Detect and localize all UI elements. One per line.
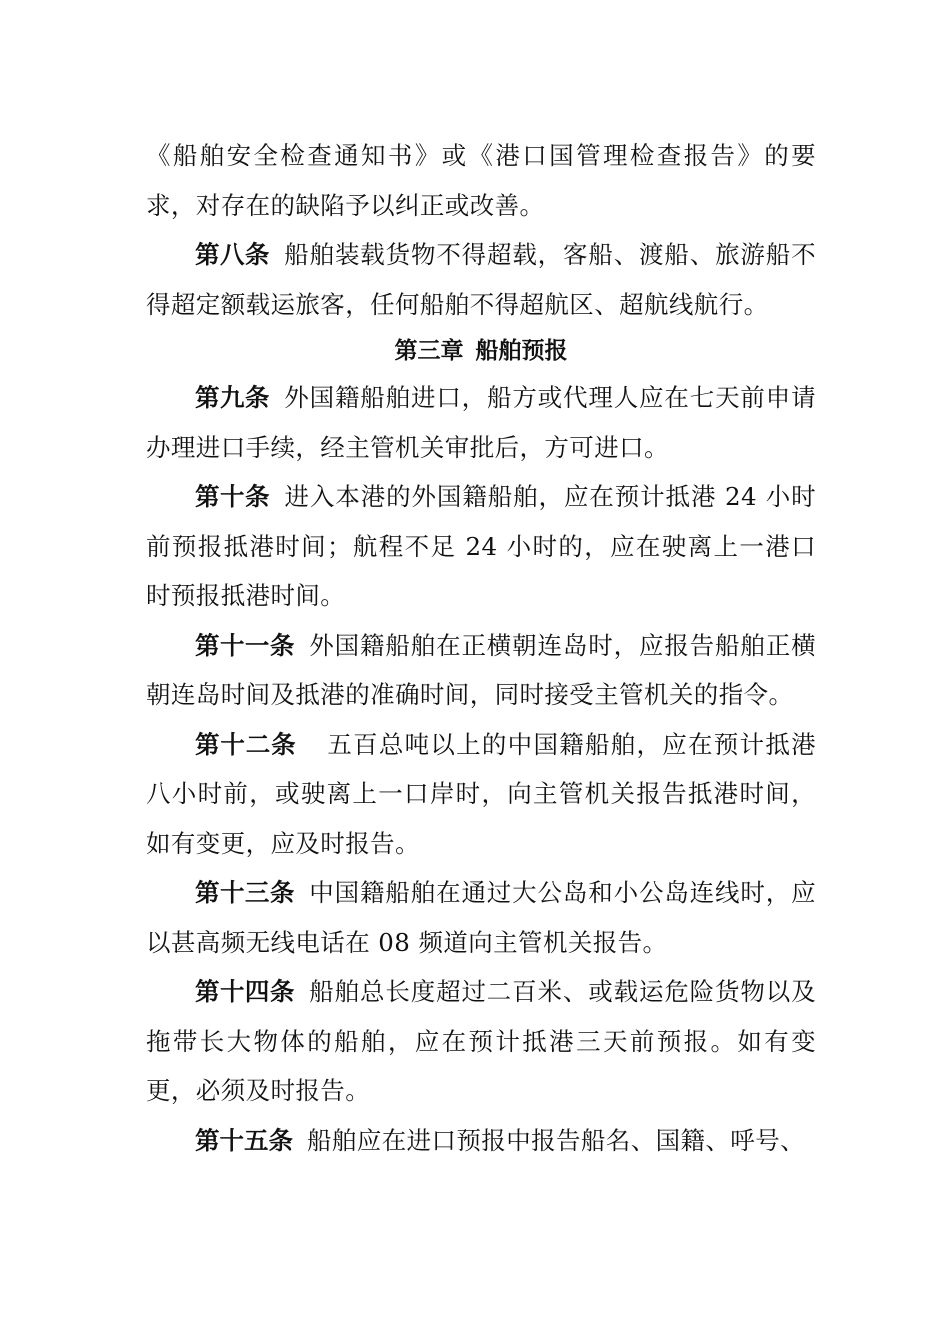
article-text: 船舶总长度超过二百米、或载运危险货物以及拖带长大物体的船舶，应在预计抵港三天前预报。如有变更，必须及时报告。 xyxy=(146,977,817,1105)
article-13 xyxy=(146,868,816,967)
article-text: 船舶装载货物不得超载，客船、渡船、旅游船不得超定额载运旅客，任何船舶不得超航区、超航线航行。 xyxy=(146,240,816,319)
article-9 xyxy=(146,373,816,472)
article-text: 进入本港的外国籍船舶，应在预计抵港 24 小时前预报抵港时间；航程不足 24 小时的，应在驶离上一港口时预报抵港时间。 xyxy=(146,482,817,610)
article-12 xyxy=(146,720,816,869)
article-number: 第十一条 xyxy=(195,630,295,660)
article-text: 外国籍船舶在正横朝连岛时，应报告船舶正横朝连岛时间及抵港的准确时间，同时接受主管机关的指令。 xyxy=(146,630,817,709)
article-14 xyxy=(146,967,816,1116)
article-text: 船舶应在进口预报中报告船名、国籍、呼号、 xyxy=(307,1125,805,1155)
article-number: 第十三条 xyxy=(195,878,295,907)
chapter-number: 第三章 xyxy=(394,338,464,364)
article-number: 第十条 xyxy=(195,482,271,511)
article-number: 第十五条 xyxy=(195,1125,293,1155)
article-11 xyxy=(146,621,816,720)
article-number: 第十二条 xyxy=(195,729,297,759)
continuation-paragraph: 《船舶安全检查通知书》或《港口国管理检查报告》的要求，对存在的缺陷予以纠正或改善。 xyxy=(146,141,816,220)
chapter-heading xyxy=(146,329,816,373)
article-number: 第十四条 xyxy=(195,977,295,1006)
article-15 xyxy=(146,1116,816,1166)
chapter-title: 船舶预报 xyxy=(475,338,568,364)
article-text: 外国籍船舶进口，船方或代理人应在七天前申请办理进口手续，经主管机关审批后，方可进口。 xyxy=(146,383,816,462)
article-10 xyxy=(146,472,816,621)
article-text: 五百总吨以上的中国籍船舶，应在预计抵港八小时前，或驶离上一口岸时，向主管机关报告抵港时间，如有变更，应及时报告。 xyxy=(146,729,816,858)
document-body xyxy=(146,131,816,1165)
article-text: 中国籍船舶在通过大公岛和小公岛连线时，应以甚高频无线电话在 08 频道向主管机关报告。 xyxy=(146,878,817,957)
article-8 xyxy=(146,230,816,329)
article-number: 第八条 xyxy=(195,240,270,269)
article-number: 第九条 xyxy=(195,383,270,412)
